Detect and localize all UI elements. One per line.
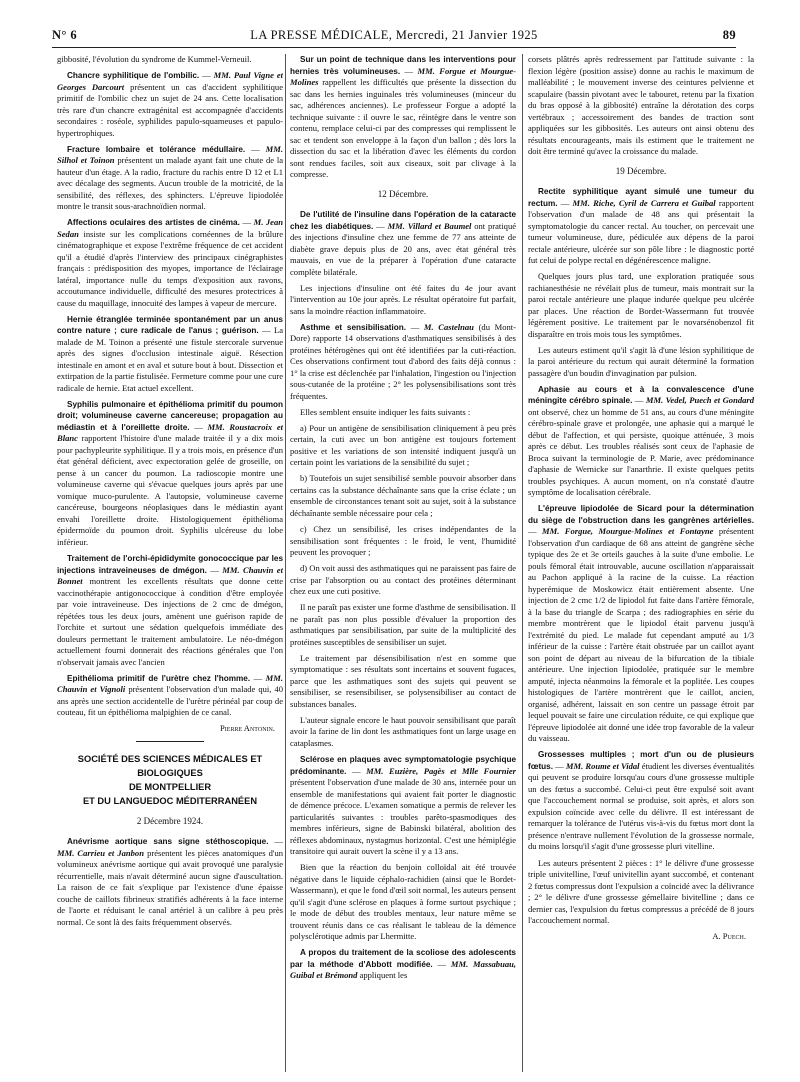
session-date: 2 Décembre 1924.	[136, 815, 204, 826]
page-number: 89	[722, 28, 736, 42]
abstract-heading: De l'utilité de l'insuline dans l'opération de la cataracte chez les diabétiques.	[290, 210, 516, 231]
abstract-text: présentent un cas d'accident syphilitique primitif de l'ombilic chez un sujet de 24 ans. Cette localisation très rare d'un chancre extragénital est accompagnée d'accidents secondaires : roséole, syphilides papulo-squameuses et papulo-hypertrophiques.	[57, 81, 283, 138]
authors: MM. Roume et Vidal	[565, 760, 640, 771]
paragraph: Il ne paraît pas exister une forme d'asthme de sensibilisation. Il ne paraît pas non plus possible d'évaluer la proportion des asthmatiques par sensibilisation, par suite de la multiplicité des protéines susceptibles de sensibiliser un sujet.	[290, 602, 516, 647]
abstract-text: rapportent l'histoire d'une malade traitée il y a dix mois pour pachypleurite syphilitique. Il y a trois mois, en présence d'un état général déficient, avec expectoration gelée de groseille, on pense à un cancer du poumon. La radioscopie montre une volumineuse caverne qui s'évacue quelques jours après par une vomique muco-purulente. A l'autopsie, volumineuse caverne cancéreuse, bourgeons néoplasiques dans le médiastin ayant envahi l'oreillette droite. Histologiquement épithélioma épidermoïde du poumon droit. Syphilis ulcéreuse du lobe inférieur.	[57, 433, 283, 547]
authors: MM. Forgue, Mourgue-Molines et Fontayne	[542, 526, 714, 537]
paragraph: Le traitement par désensibilisation n'est en somme que symptomatique : ses résultats sont incertains et souvent fugaces, parce que les asthmatiques sont des sujets qui peuvent se sensibiliser, se resensibiliser, se polysensibiliser au contact de substances banales.	[290, 652, 516, 709]
abstract-heading: Sclérose en plaques avec symptomatologie psychique prédominante.	[290, 755, 516, 776]
authors: MM. Euzière, Pagès et Mlle Fournier	[366, 765, 516, 776]
abstract: De l'utilité de l'insuline dans l'opération de la cataracte chez les diabétiques. — MM. Villard et Baumel ont pratiqué des injections d'insuline chez une femme de 77 ans atteinte de diabète grave depuis plus de 20 ans, avec état général très mauvais, en vue de la préparer à l'opération d'une cataracte complète bilatérale.	[290, 210, 516, 277]
abstract-heading: Affections oculaires des artistes de cinéma.	[67, 218, 240, 228]
authors: MM. Forgue et Mourgue-Molines	[290, 65, 516, 87]
abstract-heading: Rectite syphilitique ayant simulé une tumeur du rectum.	[528, 187, 754, 208]
paragraph: a) Pour un antigène de sensibilisation cliniquement à peu près certain, la cuti avec un bon antigène est toujours fortement positive et les variations de son intensité indiquent jusqu'à un certain point les variations de la sensibilité du sujet ;	[290, 422, 516, 468]
abstract: Traitement de l'orchi-épididymite gonococcique par les injections intraveineuses de dmégon. — MM. Chauvin et Bonnet montrent les excellents résultats que donne cette vaccinothérapie antigonococcique à condition d'être employée par voie intraveineuse. Des injections de 2 cmc de dmégon, répétées tous les deux jours, amènent une guérison rapide de l'orchite et surtout une sédation quelquefois immédiate des douleurs permettant le traitement ambulatoire. Le néo-dmégon actuellement fourni donnerait des réactions générales que l'on n'observait jamais avec l'ancien	[57, 554, 283, 667]
column-2	[290, 54, 516, 1072]
society-line-3: ET DU LANGUEDOC MÉDITERRANÉEN	[82, 795, 258, 806]
paragraph: c) Chez un sensibilisé, les crises indépendantes de la sensibilisation sont fréquentes : le froid, le vent, l'humidité peuvent les provoquer ;	[290, 524, 516, 558]
abstract-text: présentent l'observation d'une malade de 30 ans, internée pour un ensemble de manifestations qui avaient fait porter le diagnostic de démence précoce. L'examen somatique a permis de relever les particularités suivantes : troubles parêto-spasmodiques des membres inférieurs, signe de Babinski bilatéral, abolition des réflexes abdominaux, nystagmus horizontal. C'est une hémiplégie transitoire qui aurait ouvert la scène il y a 13 ans.	[290, 777, 516, 857]
abstract-heading: L'épreuve lipiodolée de Sicard pour la détermination du siège de l'obstruction dans les gangrènes artérielles.	[528, 504, 754, 525]
paragraph: Bien que la réaction du benjoin colloïdal ait été trouvée négative dans le liquide céphalo-rachidien (ainsi que le Bordet-Wassermann), et que le fond d'œil soit normal, les auteurs pensent qu'il s'agit d'une sclérose en plaques à forme surtout psychique ; le mode de début des troubles mentaux, leur nature même se trouvent réunis dans ce cas réalisant le tableau de la démence polysclérotique admis par Lhermitte.	[290, 862, 516, 942]
abstract: Asthme et sensibilisation. — M. Castelnau (du Mont-Dore) rapporte 14 observations d'asthmatiques sensibilisés à des protéines hétérogènes qui ont été identifiées par la cuti-réaction. Ces observations confirment tout d'abord des faits déjà connus : 1° la crise est déclenchée par l'inhalation, l'ingestion ou l'injection sous-cutanée de la protéine ; 2° les polysensibilisations sont très fréquentes.	[290, 321, 516, 401]
column-rule-1	[285, 54, 286, 1072]
column-3	[528, 54, 754, 1072]
authors: MM. Chauvin et Vignoli	[57, 672, 283, 695]
header-rule	[52, 47, 736, 48]
paragraph: d) On voit aussi des asthmatiques qui ne paraissent pas faire de crise par l'absorption ou au contact des protéines déterminant chez eux une cuti positive.	[290, 563, 516, 597]
abstract: Grossesses multiples ; mort d'un ou de plusieurs fœtus. — MM. Roume et Vidal étudient les diverses éventualités qui peuvent se produire lorsqu'au cours d'une grossesse multiple un des fœtus a succombé. Celui-ci peut être expulsé soit avant que l'accouchement normal se produise, soit après, et alors son expulsion coïncide avec celle du délivre. Il est intéressant de remarquer la tolérance de l'utérus vis-à-vis du fœtus mort dont la présence n'entrave nullement l'évolution de la grossesse normale, du moins lorsqu'il s'agit d'une grossesse pluri vitelline.	[528, 750, 754, 852]
authors: MM. Roustacroix et Blanc	[57, 421, 283, 444]
signature: Pierre Antonin.	[220, 723, 275, 734]
paragraph: Les auteurs présentent 2 pièces : 1° le délivre d'une grossesse triple univitelline, l'œuf univitellin ayant succombé, et contenant 2 fœtus compressus dont l'expulsion a coïncidé avec la délivrance ; 2° le délivre d'une grossesse gémellaire bivitelline ; dans ce dernier cas, l'expulsion du fœtus compressus a précédé de 8 jours l'accouchement normal.	[528, 857, 754, 926]
authors: MM. Chauvin et Bonnet	[57, 564, 283, 587]
abstract-text: présentent l'observation d'un cardiaque de 68 ans atteint de gangrène sèche typique des 2e et 3e orteils gauches à la suite d'une embolie. Le pouls fémoral était introuvable, aucune oscillation n'apparaissait au Pachon appliqué à la racine de la cuisse. La réaction hyperémique de Moskowicz était entièrement absente. Une injection de 2 cmc 1/2 de lipiodol fut faite dans l'artère fémorale, à la base du triangle de Scarpa ; des radiographies en série du membre montrèrent que le lipiodol était parvenu jusqu'à l'extrémité du pied. Le malade fut cependant amputé au 1/3 inférieur de la cuisse : l'artère était obstruée par un caillot ayant son point de départ au niveau de la bifurcation de la tibiale antérieure. Une injection lipiodolée, pratiquée sur le membre amputé, injecta néanmoins la fémorale et la poplitée. Les coupes histologiques de l'artère montrèrent que le caillot, ancien, organisé, adhérent, laissait en son centre un passage étroit par lequel pouvait se faire une circulation réduite, ce qui explique que l'épreuve lipiodolée ait donné une idée trop favorable de la valeur du vaisseau.	[528, 526, 754, 744]
abstract: Affections oculaires des artistes de cinéma. — M. Jean Sedan insiste sur les complications cornéennes de la brûlure cinématographique et expose l'extrême fréquence de cet accident qu'il a étudié d'après l'interview des principaux cinégraphistes français : prédisposition des myopes, importance de l'éclairage latéral, importance nulle du temps d'exposition aux ravons, accoutumance individuelle, difficulté des mesures protectrices à cause du maquillage, innocuité des lampes à vapeur de mercure.	[57, 217, 283, 308]
abstract: Aphasie au cours et à la convalescence d'une méningite cérébro spinale. — MM. Vedel, Puech et Gondard ont observé, chez un homme de 51 ans, au cours d'une méningite cérébro-spinale grave et prolongée, une aphasie qui a marqué le début de l'affection, et qui persiste, quoique atténuée, 3 mois après ce début. Les troubles réalisés sont ceux de l'aphasie de Broca suivant la terminologie de P. Marie, avec prédominance d'aphasie de Wernicke sur l'anarthrie. Il existe quelques petits troubles psychiques. A aucun moment, on n'a constaté d'autre symptôme de localisation cérébrale.	[528, 384, 754, 498]
authors: MM. Villard et Baumel	[387, 220, 472, 231]
abstract-text: étudient les diverses éventualités qui peuvent se produire lorsqu'au cours d'une grossesse multiple un des fœtus a succombé. Celui-ci peut être expulsé soit avant que l'accouchement normal se produise, soit après, et alors son expulsion coïncide avec celle du délivre. Il est intéressant de remarquer la tolérance de l'utérus vis-à-vis du fœtus mort dont la présence n'entrave nullement l'évolution de la grossesse normale, du moins lorsqu'il s'agit d'une grossesse pluri vitelline.	[528, 760, 754, 852]
abstract-heading: Anévrisme aortique sans signe stéthoscopique.	[67, 837, 269, 847]
abstract-heading: Aphasie au cours et à la convalescence d'une méningite cérébro spinale.	[528, 384, 754, 406]
abstract-heading: Asthme et sensibilisation.	[300, 322, 407, 332]
abstract-text: rappellent les difficultés que présente la dissection du sac dans les hernies inguinales très volumineuses (minceur du sac, adhérences anciennes). Le professeur Forgue a adopté la technique suivante : il ouvre le sac, réintègre dans le ventre son contenu, remplace celui-ci par des compresses qui remplissent le sac et tendent son enveloppe à la façon d'un ballon ; dès lors la dissection du sac et la libération d'avec les éléments du cordon sont rendues faciles, soit aux ciseaux, soit par clivage à la compresse.	[290, 77, 516, 179]
authors: MM. Riche, Cyril de Carrera et Guibal	[572, 197, 716, 208]
abstract: Sclérose en plaques avec symptomatologie psychique prédominante. — MM. Euzière, Pagès et Mlle Fournier présentent l'observation d'une malade de 30 ans, internée pour un ensemble de manifestations qui avaient fait porter le diagnostic de démence précoce. L'examen somatique a permis de relever les particularités suivantes : troubles parêto-spasmodiques des membres inférieurs, signe de Babinski bilatéral, abolition des réflexes abdominaux, nystagmus horizontal. C'est une hémiplégie transitoire qui aurait ouvert la scène il y a 13 ans.	[290, 755, 516, 857]
session-date: 12 Décembre.	[377, 188, 429, 199]
abstract-text: présentent les pièces anatomiques d'un volumineux anévrisme aortique qui avait provoqué une paralysie récurrentielle, mais n'avait déterminé aucun signe d'auscultation. La raison de ce fait s'explique par l'existence d'une épaisse couche de caillots fibrineux stratifiés adhérents à la face interne de l'aorte et réduisant le canal artériel à un calibre à peu près normal. Ce sont là des faits fréquemment observés.	[57, 847, 283, 927]
paragraph: Elles semblent ensuite indiquer les faits suivants :	[300, 406, 471, 417]
abstract: Anévrisme aortique sans signe stéthoscopique. — MM. Carrieu et Janbon présentent les pièces anatomiques d'un volumineux anévrisme aortique qui avait provoqué une paralysie récurrentielle, mais n'avait déterminé aucun signe d'auscultation. La raison de ce fait s'explique par l'existence d'une épaisse couche de caillots fibrineux stratifiés adhérents à la face interne de l'aorte et réduisant le canal artériel à un calibre à peu près normal. Ce sont là des faits fréquemment observés.	[57, 836, 283, 927]
abstract-text: insiste sur les complications cornéennes de la brûlure cinématographique et expose l'extrême fréquence de cet accident qu'il a étudié d'après l'interview des principaux cinégraphistes français : prédisposition des myopes, importance de l'éclairage latéral, importance nulle du temps d'exposition aux ravons, accoutumance individuelle, difficulté des mesures protectrices à cause du maquillage, innocuité des lampes à vapeur de mercure.	[57, 228, 283, 308]
abstract: Epithélioma primitif de l'urètre chez l'homme. — MM. Chauvin et Vignoli présentent l'observation d'un malade qui, 40 ans après une section accidentelle de l'urètre périnéal par coup de couteau, fit un épithélioma malpighien de ce canal.	[57, 672, 283, 718]
abstract: Syphilis pulmonaire et épithélioma primitif du poumon droit; volumineuse caverne cancereuse; propagation au médiastin et à l'oreillette droite. — MM. Roustacroix et Blanc rapportent l'histoire d'une malade traitée il y a dix mois pour pachypleurite syphilitique. Il y a trois mois, en présence d'un état général déficient, avec expectoration gelée de groseille, on pense à un cancer du poumon. La radioscopie montre une volumineuse caverne qui s'évacue quelques jours après par une vomique muco-purulente. A l'autopsie, volumineuse caverne cancéreuse, bourgeons néoplasiques dans le médiastin ayant envahi l'oreillette droite. Histologiquement épithélioma épidermoïde du poumon droit. Syphilis ulcéreuse du lobe inférieur.	[57, 399, 283, 547]
abstract-text: ont pratiqué des injections d'insuline chez une femme de 77 ans atteinte de diabète grave depuis plus de 20 ans, avec état général très mauvais, en vue de la préparer à l'opération d'une cataracte complète bilatérale.	[290, 220, 516, 277]
issue-number: N° 6	[52, 28, 78, 42]
abstract-text: montrent les excellents résultats que donne cette vaccinothérapie antigonococcique à condition d'être employée par voie intraveineuse. Des injections de 2 cmc de dmégon, répétées tous les deux jours, amènent une guérison rapide de l'orchite et surtout une sédation quelquefois immédiate des douleurs permettant le traitement ambulatoire. Le néo-dmégon actuellement fourni donnerait des réactions générales que l'on n'observait jamais avec l'ancien	[57, 576, 283, 667]
paragraph: b) Toutefois un sujet sensibilisé semble pouvoir absorber dans certains cas la substance déchaînante sans que la crise éclate ; un ensemble de circonstances tenant soit au sujet, soit à la substance déchaînante semble nécessaire pour cela ;	[290, 473, 516, 518]
session-date: 19 Décembre.	[615, 165, 667, 176]
authors: MM. Vedel, Puech et Gondard	[645, 395, 754, 406]
journal-title: LA PRESSE MÉDICALE, Mercredi, 21 Janvier 1925	[250, 28, 538, 42]
abstract: Rectite syphilitique ayant simulé une tumeur du rectum. — MM. Riche, Cyril de Carrera et Guibal rapportent l'observation d'un malade de 48 ans qui présentait la symptomatologie du cancer rectal. Au toucher, on percevait une tumeur volumineuse, dure, pédiculée aux dépens de la paroi rectale antérieure, ulcérée sur son pôle libre : le diagnostic porté fut celui de polype rectal en dégénérescence maligne.	[528, 187, 754, 265]
society-line-1: SOCIÉTÉ DES SCIENCES MÉDICALES ET BIOLOGIQUES	[77, 753, 263, 778]
section-rule	[136, 741, 204, 742]
abstract-heading: Grossesses multiples ; mort d'un ou de plusieurs fœtus.	[528, 750, 754, 771]
signature: A. Puech.	[712, 931, 746, 942]
abstract-text: La malade de M. Toinon a présenté une fistule stercorale survenue après des signes d'occlusion intestinale aiguë. Résection intestinale en amont et en aval et suture bout à bout. Dissection et extirpation de la partie fistulisée. Fermeture comme pour une cure radicale de hernie. Etat actuel excellent.	[57, 325, 283, 393]
abstract: Hernie étranglée terminée spontanément par un anus contre nature ; cure radicale de l'anus ; guérison. — La malade de M. Toinon a présenté une fistule stercorale survenue après des signes d'occlusion intestinale aiguë. Résection intestinale en amont et en aval et suture bout à bout. Dissection et extirpation de la partie fistulisée. Fermeture comme pour une cure radicale de hernie. Etat actuel excellent.	[57, 314, 283, 393]
authors: M. Jean Sedan	[57, 217, 283, 239]
paragraph: L'auteur signale encore le haut pouvoir sensibilisant que paraît avoir la farine de lin dont les asthmatiques font un large usage en cataplasmes.	[290, 714, 516, 748]
abstract-heading: Traitement de l'orchi-épididymite gonococcique par les injections intraveineuses de dmégon.	[57, 554, 283, 575]
abstract-heading: Fracture lombaire et tolérance médullaire.	[67, 144, 246, 154]
authors: MM. Paul Vigne et Georges Darcourt	[57, 70, 283, 92]
abstract-heading: A propos du traitement de la scoliose des adolescents par la méthode d'Abbott modifiée.	[290, 948, 516, 969]
authors: MM. Silhol et Toinon	[57, 143, 283, 166]
society-line-2: DE MONTPELLIER	[128, 781, 212, 792]
column-1	[57, 54, 283, 1072]
authors: M. Castelnau	[423, 321, 474, 332]
abstract-text: rapportent l'observation d'un malade de 48 ans qui présentait la symptomatologie du cancer rectal. Au toucher, on percevait une tumeur volumineuse, dure, pédiculée aux dépens de la paroi rectale antérieure, ulcérée sur son pôle libre : le diagnostic porté fut celui de polype rectal en dégénérescence maligne.	[528, 197, 754, 265]
authors: MM. Massabuau, Guibal et Brémond	[290, 958, 516, 981]
paragraph: corsets plâtrés après redressement par l'attitude suivante : la flexion légère (position assise) donne au rachis le maximum de malléabilité ; le mouvement inverse des ceintures pelvienne et scapulaire (bassin pivotant avec le tabouret, retenu par la fixation du bras opposé à la gibbosité) entraîne la dérotation des corps vertébraux ; accessoirement des bandes de traction sont appliquées sur les gibbosités. Les auteurs ont ainsi obtenu des résultats encourageants, mais ils estiment que le traitement ne doit être terminé qu'avec la croissance du malade.	[528, 54, 754, 156]
abstract-text: ont observé, chez un homme de 51 ans, au cours d'une méningite cérébro-spinale grave et prolongée, une aphasie qui a marqué le début de l'affection, et qui persiste, quoique atténuée, 3 mois après ce début. Les troubles réalisés sont ceux de l'aphasie de Broca suivant la terminologie de P. Marie, avec prédominance d'aphasie de Wernicke sur l'anarthrie. Il existe quelques petits troubles psychiques. A aucun moment, on n'a constaté d'autre symptôme de localisation cérébrale.	[528, 406, 754, 498]
society-heading	[57, 752, 283, 808]
authors: MM. Carrieu et Janbon	[57, 847, 144, 858]
running-header	[52, 28, 736, 48]
abstract: Chancre syphilitique de l'ombilic. — MM. Paul Vigne et Georges Darcourt présentent un cas d'accident syphilitique primitif de l'ombilic chez un sujet de 24 ans. Cette localisation très rare d'un chancre extragénital est accompagnée d'accidents secondaires : roséole, syphilides papulo-squameuses et papulo-hypertrophiques.	[57, 70, 283, 138]
abstract-heading: Syphilis pulmonaire et épithélioma primitif du poumon droit; volumineuse caverne cancereuse; propagation au médiastin et à l'oreillette droite.	[57, 399, 283, 432]
paragraph: Les auteurs estiment qu'il s'agit là d'une lésion syphilitique de la paroi antérieure du rectum qui aurait déterminé la formation passagère d'un boudin d'invagination par pulsion.	[528, 344, 754, 378]
paragraph: Quelques jours plus tard, une exploration pratiquée sous rachianesthésie ne révélait plus de tumeur, mais montrait sur la paroi rectale antérieure une plaque indurée quelque peu ulcérée par places. Une réaction de Bordet-Wassermann fut trouvée légèrement positive. Le traitement par le novarsénobenzol fit disparaître en trois mois tous les symptômes.	[528, 271, 754, 339]
abstract-text: appliquent les	[359, 970, 408, 981]
abstract: L'épreuve lipiodolée de Sicard pour la détermination du siège de l'obstruction dans les gangrènes artérielles. — MM. Forgue, Mourgue-Molines et Fontayne présentent l'observation d'un cardiaque de 68 ans atteint de gangrène sèche typique des 2e et 3e orteils gauches à la suite d'une embolie. Le pouls fémoral était introuvable, aucune oscillation n'apparaissait au Pachon appliqué à la racine de la cuisse. La réaction hyperémique de Moskowicz était entièrement absente. Une injection de 2 cmc 1/2 de lipiodol fut faite dans l'artère fémorale, à la base du triangle de Scarpa ; des radiographies en série du membre montrèrent que le lipiodol était parvenu jusqu'à l'extrémité du pied. Le malade fut cependant amputé au 1/3 inférieur de la cuisse : l'artère était obstruée par un caillot ayant son point de départ au niveau de la bifurcation de la tibiale antérieure. Une injection lipiodolée, pratiquée sur le membre amputé, injecta néanmoins la fémorale et la poplitée. Les coupes histologiques de l'artère montrèrent que le caillot, ancien, organisé, adhérent, laissait en son centre un passage étroit par lequel pouvait se faire une circulation réduite, ce qui explique que l'épreuve lipiodolée ait donné une idée trop favorable de la valeur du vaisseau.	[528, 504, 754, 744]
abstract: A propos du traitement de la scoliose des adolescents par la méthode d'Abbott modifiée. — MM. Massabuau, Guibal et Brémond appliquent les	[290, 948, 516, 981]
paragraph: Les injections d'insuline ont été faites du 4e jour avant l'intervention au 10e jour après. Le résultat opératoire fut parfait, sans la moindre réaction inflammatoire.	[290, 282, 516, 316]
column-rule-2	[522, 54, 523, 1072]
abstract-heading: Hernie étranglée terminée spontanément par un anus contre nature ; cure radicale de l'anus ; guérison.	[57, 314, 283, 336]
abstract-text: présentent l'observation d'un malade qui, 40 ans après une section accidentelle de l'urètre périnéal par coup de couteau, fit un épithélioma malpighien de ce canal.	[57, 684, 283, 718]
abstract-text: présentent un malade ayant fait une chute de la hauteur d'un étage. A la radio, fracture du rachis entre D 12 et L1 avec décalage des segments. Aucun trouble de la motricité, de la sensibilité, des réflexes, des sphincters. L'épreuve lipiodolée montre le transit sous-arachnoïdien normal.	[57, 155, 283, 212]
abstract-heading: Sur un point de technique dans les interventions pour hernies très volumineuses.	[290, 55, 516, 76]
abstract-heading: Epithélioma primitif de l'urètre chez l'homme.	[67, 673, 251, 683]
abstract-heading: Chancre syphilitique de l'ombilic.	[67, 71, 200, 81]
paragraph: gibbosité, l'évolution du syndrome de Kummel-Verneuil.	[57, 54, 252, 64]
abstract: Fracture lombaire et tolérance médullaire. — MM. Silhol et Toinon présentent un malade ayant fait une chute de la hauteur d'un étage. A la radio, fracture du rachis entre D 12 et L1 avec décalage des segments. Aucun trouble de la motricité, de la sensibilité, des réflexes, des sphincters. L'épreuve lipiodolée montre le transit sous-arachnoïdien normal.	[57, 143, 283, 212]
abstract: Sur un point de technique dans les interventions pour hernies très volumineuses. — MM. Forgue et Mourgue-Molines rappellent les difficultés que présente la dissection du sac dans les hernies inguinales très volumineuses (minceur du sac, adhérences anciennes). Le professeur Forgue a adopté la technique suivante : il ouvre le sac, réintègre dans le ventre son contenu, remplace celui-ci par des compresses qui remplissent le sac et tendent son enveloppe à la façon d'un ballon ; dès lors la dissection du sac et la libération d'avec les éléments du cordon sont rendues faciles, soit aux ciseaux, soit par clivage à la compresse.	[290, 55, 516, 179]
abstract-text: (du Mont-Dore) rapporte 14 observations d'asthmatiques sensibilisés à des protéines hétérogènes qui ont été identifiées par la cuti-réaction. Ces observations confirment tout d'abord des faits déjà connus : 1° la crise est déclenchée par l'inhalation, l'ingestion ou l'injection sous-cutanée de la protéine ; 2° les polysensibilisations sont très fréquentes.	[290, 321, 516, 401]
